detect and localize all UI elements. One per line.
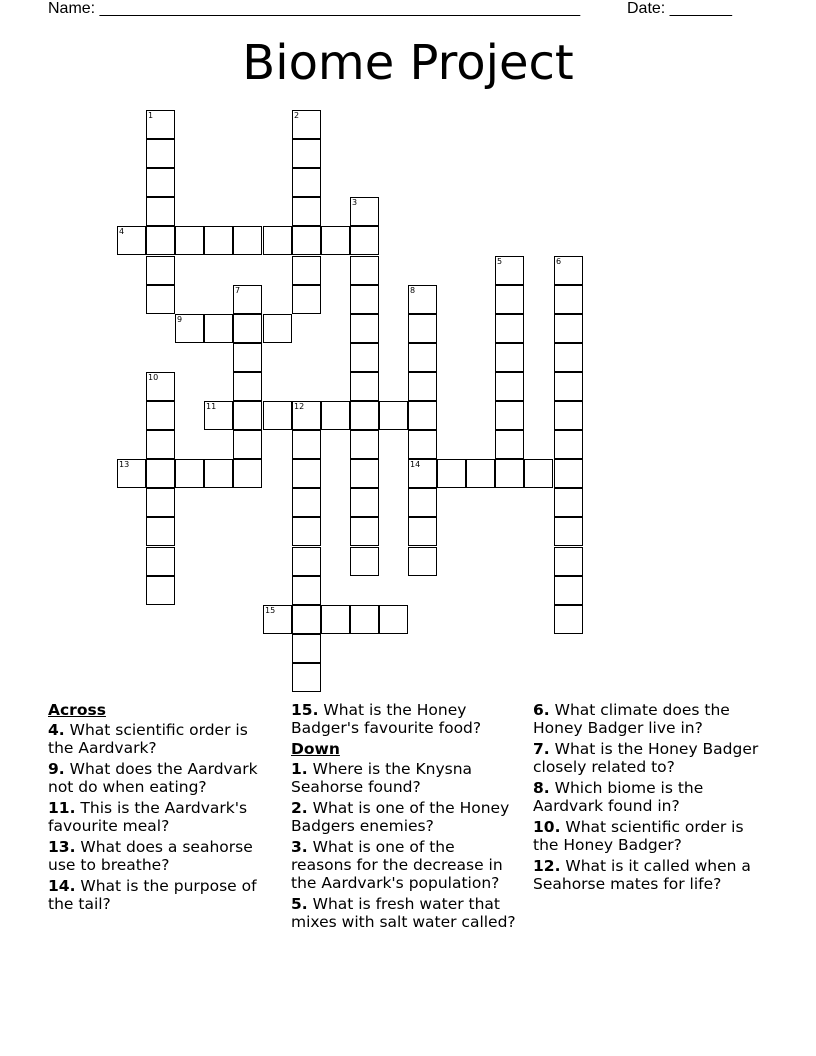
clue-number: 13 [119, 460, 130, 469]
grid-cell[interactable] [292, 110, 321, 139]
grid-cell[interactable] [466, 459, 495, 488]
clue-number: 15 [265, 606, 276, 615]
grid-cell[interactable] [379, 401, 408, 430]
grid-cell[interactable] [146, 430, 175, 459]
grid-cell[interactable] [292, 517, 321, 546]
grid-cell[interactable] [554, 285, 583, 314]
clue-down-10: 10. What scientific order is the Honey Badger? [533, 818, 744, 854]
clue-number: 2 [294, 111, 300, 120]
clue-number: 11 [206, 402, 217, 411]
clue-across-15: 15. What is the Honey Badger's favourite food? [291, 701, 482, 737]
down-heading: Down [291, 740, 340, 758]
grid-cell[interactable] [554, 517, 583, 546]
grid-cell[interactable] [554, 488, 583, 517]
grid-cell[interactable] [408, 547, 437, 576]
grid-cell[interactable] [350, 605, 379, 634]
grid-cell[interactable] [554, 605, 583, 634]
grid-cell[interactable] [292, 576, 321, 605]
grid-cell[interactable] [554, 576, 583, 605]
name-line: ______________________________________________________ [99, 0, 581, 17]
grid-cell[interactable] [350, 488, 379, 517]
clue-down-7: 7. What is the Honey Badger closely related to? [533, 740, 759, 776]
grid-cell[interactable] [350, 372, 379, 401]
grid-cell[interactable] [117, 226, 146, 255]
grid-cell[interactable] [321, 401, 350, 430]
clues-column-3 [533, 701, 763, 896]
clue-across-13: 13. What does a seahorse use to breathe? [48, 838, 253, 874]
clue-across-14: 14. What is the purpose of the tail? [48, 877, 257, 913]
grid-cell[interactable] [146, 110, 175, 139]
grid-cell[interactable] [146, 372, 175, 401]
grid-cell[interactable] [350, 256, 379, 285]
clue-number: 9 [177, 315, 183, 324]
grid-cell[interactable] [321, 226, 350, 255]
clue-down-6: 6. What climate does the Honey Badger live in? [533, 701, 730, 737]
clues-column-2 [291, 701, 519, 934]
date-label: Date: [627, 0, 666, 17]
grid-cell[interactable] [204, 401, 233, 430]
clue-number: 12 [294, 402, 305, 411]
grid-cell[interactable] [146, 576, 175, 605]
grid-cell[interactable] [350, 314, 379, 343]
grid-cell[interactable] [292, 226, 321, 255]
grid-cell[interactable] [350, 401, 379, 430]
clue-down-2: 2. What is one of the Honey Badgers enemies? [291, 799, 510, 835]
clue-across-4: 4. What scientific order is the Aardvark? [48, 721, 248, 757]
grid-cell[interactable] [350, 517, 379, 546]
grid-cell[interactable] [495, 314, 524, 343]
grid-cell[interactable] [408, 517, 437, 546]
grid-cell[interactable] [495, 285, 524, 314]
date-line: _______ [669, 0, 732, 17]
clue-across-11: 11. This is the Aardvark's favourite meal? [48, 799, 248, 835]
clue-number: 8 [410, 286, 416, 295]
grid-cell[interactable] [495, 401, 524, 430]
grid-cell[interactable] [233, 226, 262, 255]
grid-cell[interactable] [233, 459, 262, 488]
grid-cell[interactable] [146, 517, 175, 546]
grid-cell[interactable] [146, 401, 175, 430]
grid-cell[interactable] [233, 372, 262, 401]
clue-down-5: 5. What is fresh water that mixes with salt water called? [291, 895, 516, 931]
grid-cell[interactable] [554, 547, 583, 576]
grid-cell[interactable] [292, 605, 321, 634]
grid-cell[interactable] [292, 168, 321, 197]
grid-cell[interactable] [495, 256, 524, 285]
clue-number: 6 [556, 257, 562, 266]
grid-cell[interactable] [263, 605, 292, 634]
grid-cell[interactable] [408, 459, 437, 488]
grid-cell[interactable] [350, 459, 379, 488]
grid-cell[interactable] [117, 459, 146, 488]
grid-cell[interactable] [263, 314, 292, 343]
grid-cell[interactable] [495, 343, 524, 372]
grid-cell[interactable] [350, 285, 379, 314]
clue-number: 14 [410, 460, 421, 469]
grid-cell[interactable] [554, 401, 583, 430]
grid-cell[interactable] [204, 226, 233, 255]
grid-cell[interactable] [146, 547, 175, 576]
name-label: Name: [48, 0, 96, 17]
grid-cell[interactable] [146, 285, 175, 314]
grid-cell[interactable] [204, 459, 233, 488]
across-heading: Across [48, 701, 106, 719]
grid-cell[interactable] [233, 285, 262, 314]
clue-number: 3 [352, 198, 358, 207]
clue-across-9: 9. What does the Aardvark not do when eating? [48, 760, 258, 796]
grid-cell[interactable] [524, 459, 553, 488]
grid-cell[interactable] [408, 430, 437, 459]
grid-cell[interactable] [292, 547, 321, 576]
grid-cell[interactable] [350, 430, 379, 459]
grid-cell[interactable] [350, 547, 379, 576]
clue-number: 5 [497, 257, 503, 266]
clue-down-8: 8. Which biome is the Aardvark found in? [533, 779, 704, 815]
grid-cell[interactable] [204, 314, 233, 343]
grid-cell[interactable] [175, 226, 204, 255]
grid-cell[interactable] [321, 605, 350, 634]
grid-cell[interactable] [146, 256, 175, 285]
clue-number: 4 [119, 227, 125, 236]
grid-cell[interactable] [292, 488, 321, 517]
grid-cell[interactable] [146, 459, 175, 488]
grid-cell[interactable] [292, 401, 321, 430]
grid-cell[interactable] [292, 285, 321, 314]
page-title: Biome Project [242, 35, 574, 91]
clue-down-12: 12. What is it called when a Seahorse mates for life? [533, 857, 751, 893]
grid-cell[interactable] [408, 401, 437, 430]
grid-cell[interactable] [146, 488, 175, 517]
grid-cell[interactable] [292, 663, 321, 692]
grid-cell[interactable] [408, 488, 437, 517]
clue-number: 1 [148, 111, 154, 120]
grid-cell[interactable] [146, 197, 175, 226]
grid-cell[interactable] [554, 372, 583, 401]
clue-number: 10 [148, 373, 159, 382]
clues-column-1 [48, 701, 270, 916]
grid-cell[interactable] [263, 401, 292, 430]
grid-cell[interactable] [233, 430, 262, 459]
clue-down-3: 3. What is one of the reasons for the decrease in the Aardvark's population? [291, 838, 503, 892]
grid-cell[interactable] [146, 139, 175, 168]
grid-cell[interactable] [554, 314, 583, 343]
grid-cell[interactable] [292, 139, 321, 168]
clue-down-1: 1. Where is the Knysna Seahorse found? [291, 760, 473, 796]
grid-cell[interactable] [554, 459, 583, 488]
grid-cell[interactable] [175, 459, 204, 488]
grid-cell[interactable] [554, 430, 583, 459]
grid-cell[interactable] [554, 343, 583, 372]
clue-number: 7 [235, 286, 241, 295]
grid-cell[interactable] [233, 401, 262, 430]
grid-cell[interactable] [292, 459, 321, 488]
grid-cell[interactable] [495, 372, 524, 401]
grid-cell[interactable] [175, 314, 204, 343]
grid-cell[interactable] [233, 343, 262, 372]
grid-cell[interactable] [408, 372, 437, 401]
grid-cell[interactable] [292, 634, 321, 663]
grid-cell[interactable] [379, 605, 408, 634]
grid-cell[interactable] [263, 226, 292, 255]
grid-cell[interactable] [292, 430, 321, 459]
grid-cell[interactable] [495, 459, 524, 488]
grid-cell[interactable] [292, 197, 321, 226]
grid-cell[interactable] [408, 343, 437, 372]
grid-cell[interactable] [292, 256, 321, 285]
grid-cell[interactable] [408, 314, 437, 343]
grid-cell[interactable] [146, 168, 175, 197]
grid-cell[interactable] [408, 285, 437, 314]
grid-cell[interactable] [350, 226, 379, 255]
grid-cell[interactable] [350, 197, 379, 226]
grid-cell[interactable] [146, 226, 175, 255]
grid-cell[interactable] [233, 314, 262, 343]
grid-cell[interactable] [350, 343, 379, 372]
grid-cell[interactable] [554, 256, 583, 285]
grid-cell[interactable] [495, 430, 524, 459]
grid-cell[interactable] [437, 459, 466, 488]
